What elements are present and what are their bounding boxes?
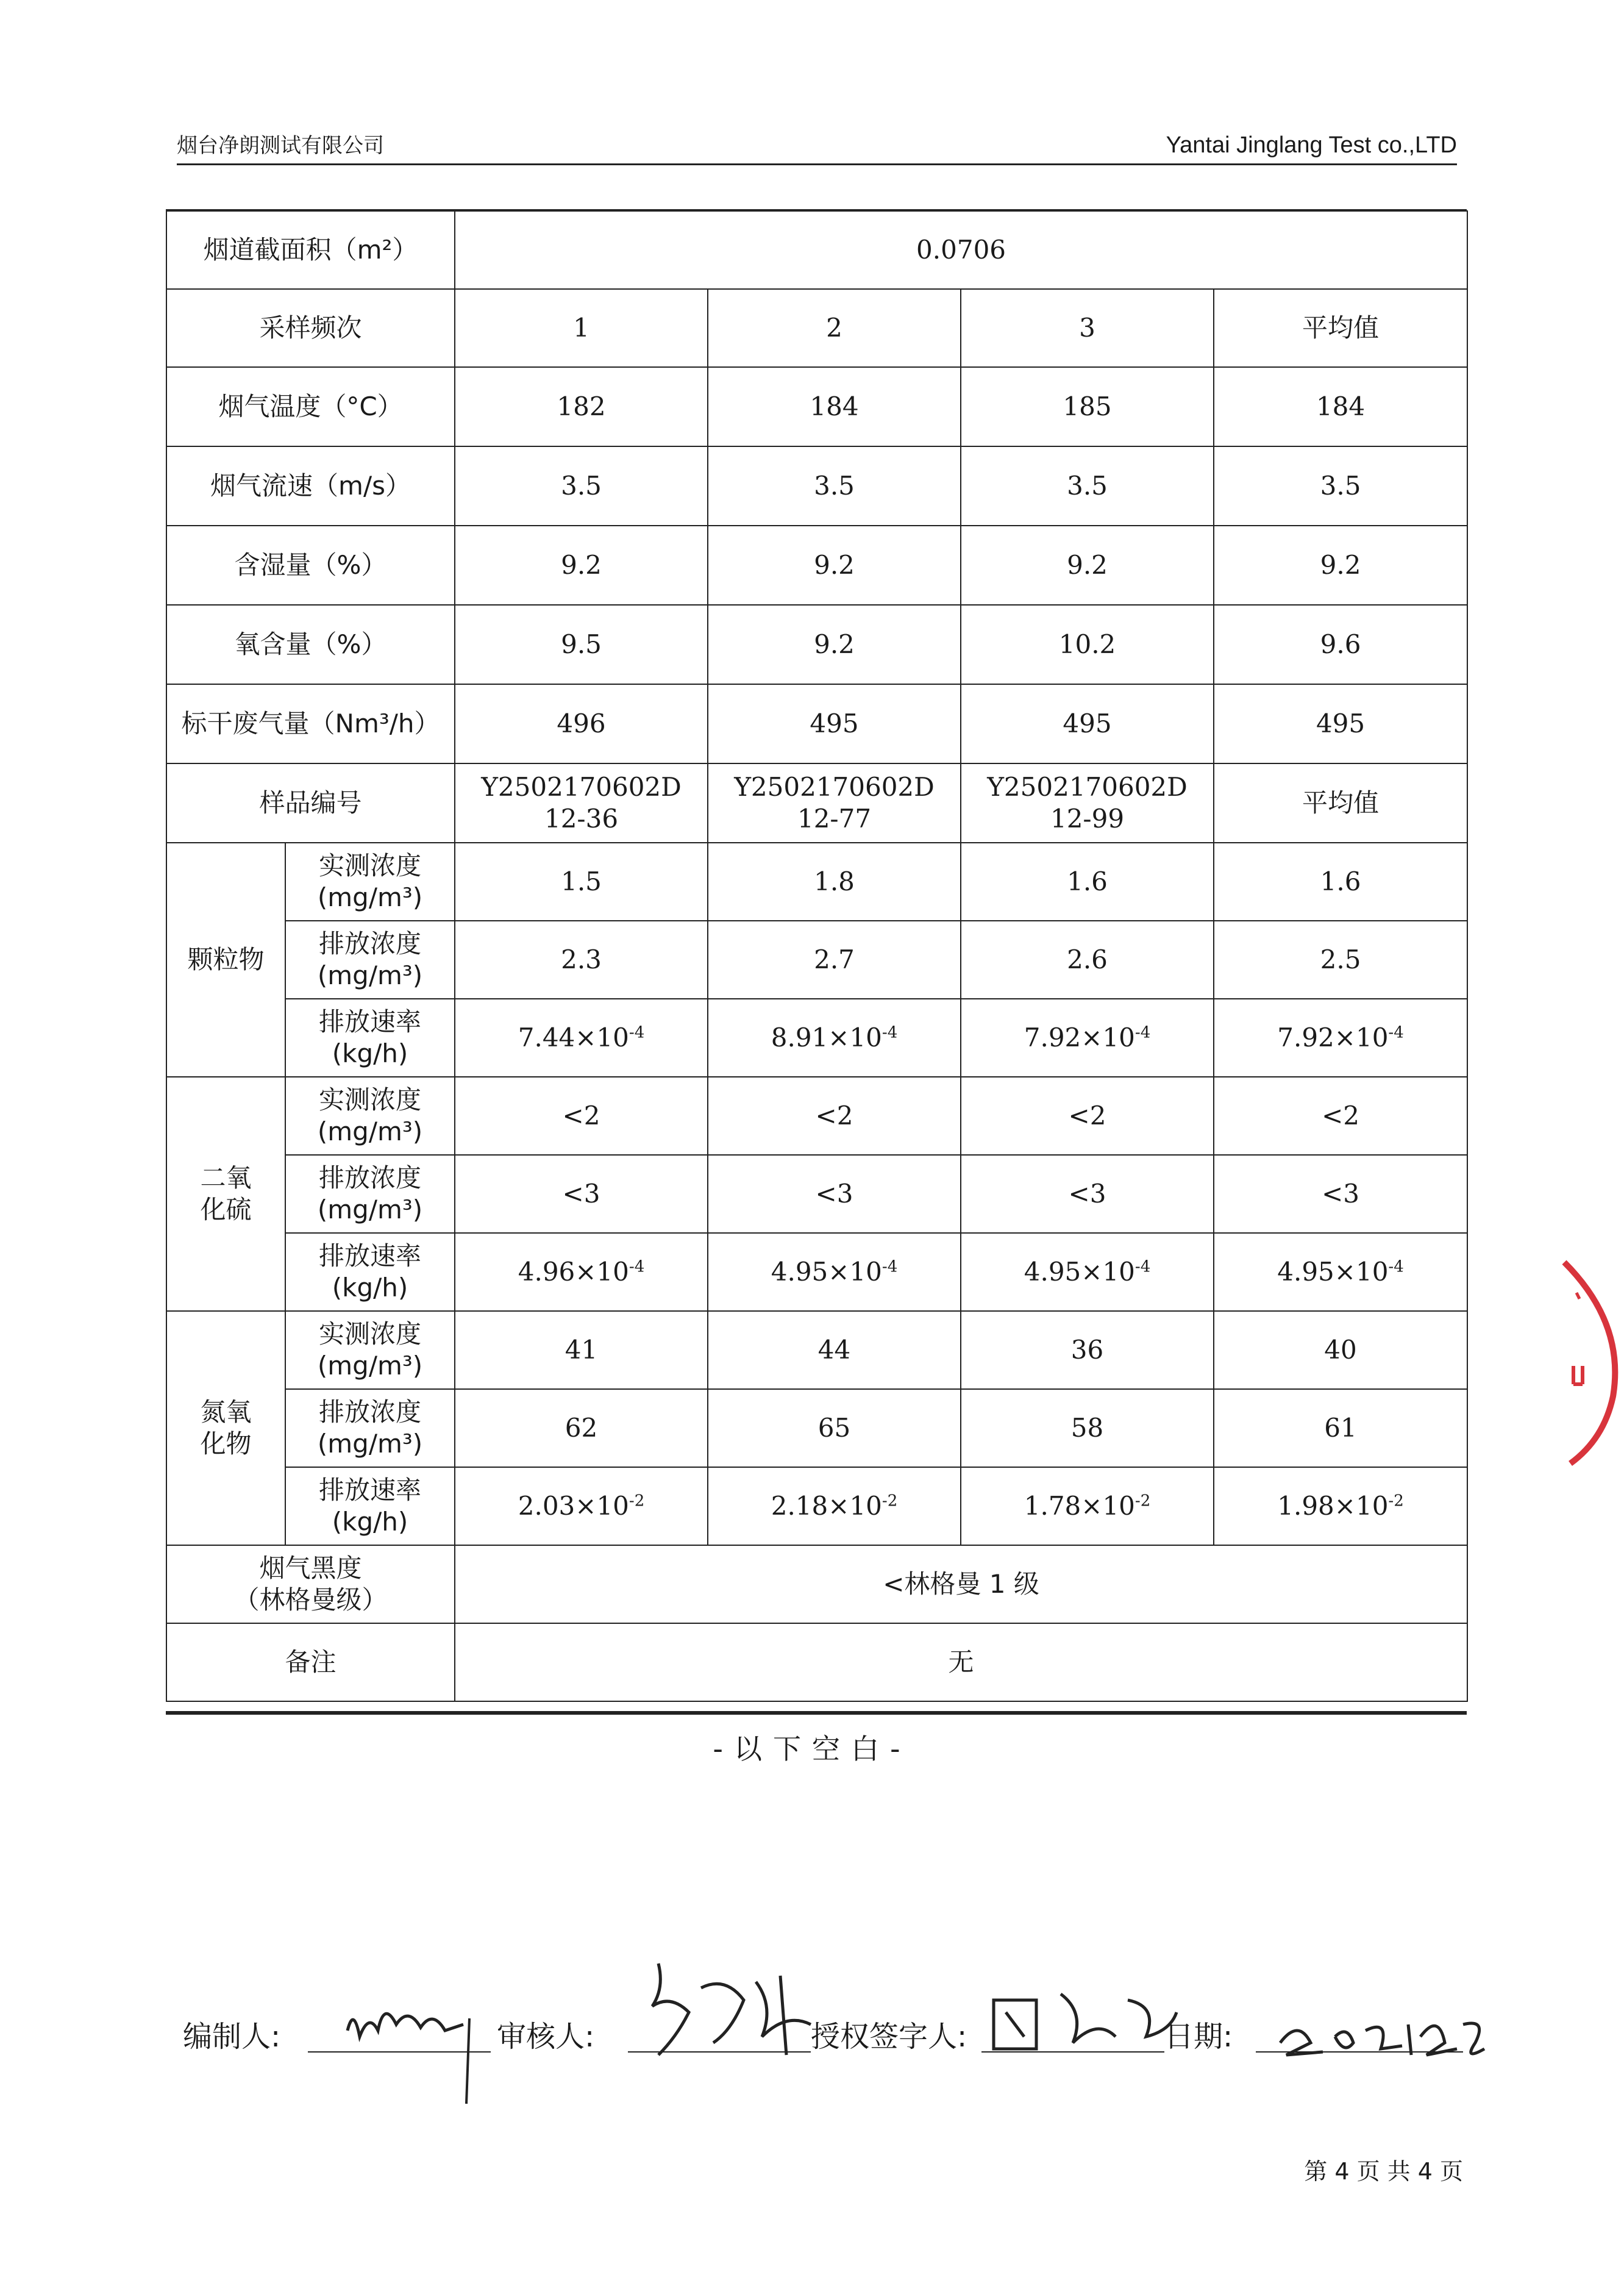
rate-cell: $1.98\times 10^{-2}$ xyxy=(1214,1467,1467,1545)
table-cell: 36 xyxy=(961,1311,1214,1389)
table-cell: 3.5 xyxy=(1214,446,1467,526)
column-header: 1 xyxy=(455,289,708,367)
table-cell: 495 xyxy=(961,684,1214,763)
authorized-signer-signature xyxy=(988,1976,1183,2073)
table-cell: 62 xyxy=(455,1389,708,1467)
table-cell: 3.5 xyxy=(708,446,961,526)
rate-cell: $2.18\times 10^{-2}$ xyxy=(708,1467,961,1545)
end-of-content-note: -以下空白- xyxy=(713,1732,911,1765)
table-cell: 495 xyxy=(1214,684,1467,763)
table-cell: <2 xyxy=(708,1077,961,1155)
table-row xyxy=(166,1623,1467,1701)
sample-average-header: 平均值 xyxy=(1214,763,1467,843)
table-cell: 184 xyxy=(708,367,961,446)
table-row xyxy=(166,1311,1467,1389)
metric-label: 排放浓度 (mg/m³) xyxy=(285,1155,455,1233)
table-cell: <2 xyxy=(961,1077,1214,1155)
metric-label: 实测浓度 (mg/m³) xyxy=(285,1311,455,1389)
metric-label: 排放速率 (kg/h) xyxy=(285,1467,455,1545)
table-row xyxy=(166,763,1467,843)
table-cell: 44 xyxy=(708,1311,961,1389)
table-cell: 9.2 xyxy=(961,526,1214,605)
table-cell: 9.2 xyxy=(708,526,961,605)
column-header: 平均值 xyxy=(1214,289,1467,367)
sample-suffix: 12-77 xyxy=(797,804,872,834)
row-label: 烟气温度（°C） xyxy=(166,367,455,446)
date-handwriting xyxy=(1274,1988,1494,2067)
metric-label: 排放速率 (kg/h) xyxy=(285,1233,455,1311)
table-cell: 2.3 xyxy=(455,921,708,999)
table-row xyxy=(166,211,1467,289)
rate-cell: $4.95\times 10^{-4}$ xyxy=(961,1233,1214,1311)
table-cell: 2.5 xyxy=(1214,921,1467,999)
rate-cell: $2.03\times 10^{-2}$ xyxy=(455,1467,708,1545)
flue-area-value: 0.0706 xyxy=(455,211,1467,289)
metric-label: 排放速率 (kg/h) xyxy=(285,999,455,1077)
remark-value: 无 xyxy=(455,1623,1467,1701)
table-row xyxy=(166,289,1467,367)
table-row xyxy=(166,1077,1467,1155)
table-cell: <2 xyxy=(1214,1077,1467,1155)
metric-label: 实测浓度 (mg/m³) xyxy=(285,1077,455,1155)
table-row xyxy=(166,999,1467,1077)
table-cell: 1.6 xyxy=(1214,843,1467,921)
table-cell: 3.5 xyxy=(961,446,1214,526)
table-cell: 9.6 xyxy=(1214,605,1467,684)
table-cell: <3 xyxy=(1214,1155,1467,1233)
sample-suffix: 12-99 xyxy=(1050,804,1125,834)
table-row xyxy=(166,446,1467,526)
row-label: 氧含量（%） xyxy=(166,605,455,684)
page-number: 第 4 页 共 4 页 xyxy=(1304,2158,1463,2185)
row-label: 含湿量（%） xyxy=(166,526,455,605)
sample-id: Y2502170602D xyxy=(734,771,935,802)
table-cell: 40 xyxy=(1214,1311,1467,1389)
table-cell: 182 xyxy=(455,367,708,446)
page-header xyxy=(177,128,1457,162)
table-row xyxy=(166,605,1467,684)
table-cell: 9.5 xyxy=(455,605,708,684)
sample-id: Y2502170602D xyxy=(481,771,682,802)
table-cell: 61 xyxy=(1214,1389,1467,1467)
sample-id-cell xyxy=(455,763,708,843)
row-label: 烟气流速（m/s） xyxy=(166,446,455,526)
reviewer-signature xyxy=(634,1951,829,2073)
table-cell: 9.2 xyxy=(455,526,708,605)
table-cell: 9.2 xyxy=(708,605,961,684)
column-header: 3 xyxy=(961,289,1214,367)
rate-cell: $4.95\times 10^{-4}$ xyxy=(708,1233,961,1311)
table-row xyxy=(166,1467,1467,1545)
compiler-label: 编制人: xyxy=(183,2020,281,2054)
metric-label: 排放浓度 (mg/m³) xyxy=(285,1389,455,1467)
table-row xyxy=(166,1389,1467,1467)
table-bottom-rule xyxy=(166,1711,1467,1715)
table-cell: 1.6 xyxy=(961,843,1214,921)
row-label: 标干废气量（Nm³/h） xyxy=(166,684,455,763)
pollutant-nitrogen-oxides: 氮氧 化物 xyxy=(166,1311,285,1545)
blackness-value: <林格曼 1 级 xyxy=(455,1545,1467,1623)
table-cell: <2 xyxy=(455,1077,708,1155)
company-name-cn: 烟台净朗测试有限公司 xyxy=(177,134,384,158)
table-cell: 58 xyxy=(961,1389,1214,1467)
column-header: 2 xyxy=(708,289,961,367)
table-row xyxy=(166,526,1467,605)
table-cell: 496 xyxy=(455,684,708,763)
table-cell: 65 xyxy=(708,1389,961,1467)
metric-label: 实测浓度 (mg/m³) xyxy=(285,843,455,921)
table-row xyxy=(166,367,1467,446)
sample-id-cell xyxy=(708,763,961,843)
reviewer-label: 审核人: xyxy=(497,2020,595,2054)
rate-cell: $1.78\times 10^{-2}$ xyxy=(961,1467,1214,1545)
table-row xyxy=(166,684,1467,763)
date-label: 日期: xyxy=(1164,2020,1233,2054)
table-cell: 1.5 xyxy=(455,843,708,921)
sample-id: Y2502170602D xyxy=(987,771,1188,802)
table-row xyxy=(166,921,1467,999)
company-stamp-fragment xyxy=(1546,1250,1624,1470)
sample-id-cell xyxy=(961,763,1214,843)
metric-label: 排放浓度 (mg/m³) xyxy=(285,921,455,999)
table-cell: 2.7 xyxy=(708,921,961,999)
pollutant-sulfur-dioxide: 二氧 化硫 xyxy=(166,1077,285,1311)
table-row xyxy=(166,1155,1467,1233)
rate-cell: $4.95\times 10^{-4}$ xyxy=(1214,1233,1467,1311)
remark-label: 备注 xyxy=(166,1623,455,1701)
blackness-label: 烟气黑度 （林格曼级） xyxy=(166,1545,455,1623)
table-cell: 10.2 xyxy=(961,605,1214,684)
compiler-signature xyxy=(341,1982,500,2104)
table-cell: 184 xyxy=(1214,367,1467,446)
company-name-en: Yantai Jinglang Test co.,LTD xyxy=(1166,132,1457,158)
flue-area-label: 烟道截面积（m²） xyxy=(166,211,455,289)
table-cell: <3 xyxy=(708,1155,961,1233)
rate-cell: $7.92\times 10^{-4}$ xyxy=(1214,999,1467,1077)
table-cell: <3 xyxy=(961,1155,1214,1233)
table-cell: 41 xyxy=(455,1311,708,1389)
table-cell: 2.6 xyxy=(961,921,1214,999)
sample-suffix: 12-36 xyxy=(544,804,619,834)
table-cell: <3 xyxy=(455,1155,708,1233)
table-cell: 1.8 xyxy=(708,843,961,921)
rate-cell: $7.92\times 10^{-4}$ xyxy=(961,999,1214,1077)
emission-report-table xyxy=(166,210,1468,1702)
rate-cell: $8.91\times 10^{-4}$ xyxy=(708,999,961,1077)
sampling-frequency-label: 采样频次 xyxy=(166,289,455,367)
rate-cell: $4.96\times 10^{-4}$ xyxy=(455,1233,708,1311)
sample-id-label: 样品编号 xyxy=(166,763,455,843)
header-rule xyxy=(177,163,1457,165)
rate-cell: $7.44\times 10^{-4}$ xyxy=(455,999,708,1077)
table-cell: 3.5 xyxy=(455,446,708,526)
table-cell: 9.2 xyxy=(1214,526,1467,605)
authorized-signer-label: 授权签字人: xyxy=(811,2020,967,2054)
table-row xyxy=(166,843,1467,921)
table-row xyxy=(166,1545,1467,1623)
table-cell: 185 xyxy=(961,367,1214,446)
pollutant-particulate: 颗粒物 xyxy=(166,843,285,1077)
table-cell: 495 xyxy=(708,684,961,763)
table-row xyxy=(166,1233,1467,1311)
